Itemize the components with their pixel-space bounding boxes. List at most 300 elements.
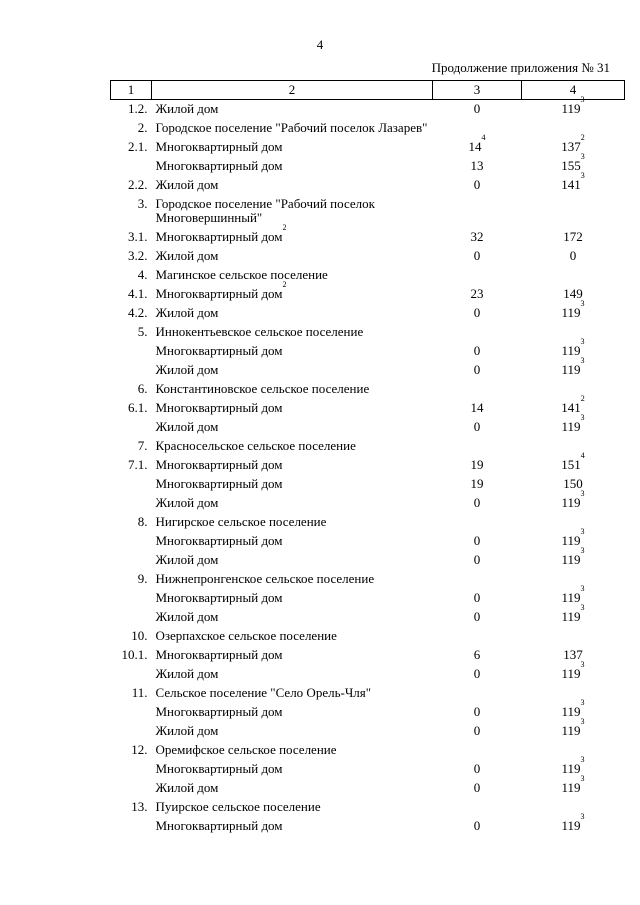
row-name-text: Городское поселение "Рабочий поселок Лазарев" bbox=[155, 120, 428, 135]
row-col3-text: 14 bbox=[468, 139, 482, 154]
row-col3-text: 0 bbox=[473, 177, 481, 192]
row-number-text: 7. bbox=[137, 438, 148, 453]
row-name-text: Жилой дом bbox=[155, 305, 219, 320]
row-name bbox=[152, 342, 433, 361]
row-number-text: 11. bbox=[131, 685, 148, 700]
row-number bbox=[111, 646, 152, 665]
row-col3 bbox=[433, 195, 522, 228]
row-name bbox=[152, 418, 433, 437]
continuation-label: Продолжение приложения № 31 bbox=[431, 60, 610, 75]
table-row bbox=[111, 285, 625, 304]
row-col4-footnote: 3 bbox=[580, 755, 585, 764]
row-col3-text: 0 bbox=[473, 780, 481, 795]
row-col4-text: 137 bbox=[561, 139, 581, 154]
row-name bbox=[152, 608, 433, 627]
row-name bbox=[152, 665, 433, 684]
row-name bbox=[152, 817, 433, 836]
row-name-text: Красносельское сельское поселение bbox=[155, 438, 356, 453]
row-number-text: 2.2. bbox=[128, 177, 148, 192]
row-col4-text: 119 bbox=[561, 666, 581, 681]
row-col4 bbox=[522, 394, 625, 418]
row-col4-footnote: 3 bbox=[580, 527, 585, 536]
row-col3-text: 0 bbox=[473, 343, 481, 358]
row-col3 bbox=[433, 456, 522, 475]
row-name bbox=[152, 280, 433, 304]
row-col4 bbox=[522, 684, 625, 703]
table-row bbox=[111, 627, 625, 646]
row-name-text: Многоквартирный дом bbox=[155, 286, 283, 301]
table-row bbox=[111, 195, 625, 228]
row-col4 bbox=[522, 717, 625, 741]
row-col3 bbox=[433, 100, 522, 120]
row-col4 bbox=[522, 755, 625, 779]
row-col4 bbox=[522, 380, 625, 399]
row-col4 bbox=[522, 570, 625, 589]
row-col3-text: 0 bbox=[473, 666, 481, 681]
row-col3-text: 0 bbox=[473, 818, 481, 833]
table-row bbox=[111, 399, 625, 418]
row-col4-text: 119 bbox=[561, 761, 581, 776]
row-col3-text: 23 bbox=[470, 286, 484, 301]
table-row bbox=[111, 247, 625, 266]
row-col3-text: 0 bbox=[473, 704, 481, 719]
row-name bbox=[152, 247, 433, 266]
row-name bbox=[152, 646, 433, 665]
row-name bbox=[152, 760, 433, 779]
row-name bbox=[152, 266, 433, 285]
row-col4-text: 119 bbox=[561, 533, 581, 548]
row-number bbox=[111, 817, 152, 836]
row-col4 bbox=[522, 546, 625, 570]
row-number bbox=[111, 266, 152, 285]
row-number bbox=[111, 418, 152, 437]
row-number bbox=[111, 157, 152, 176]
row-col4-text: 119 bbox=[561, 590, 581, 605]
row-col4-text: 119 bbox=[561, 419, 581, 434]
table-row bbox=[111, 176, 625, 195]
table-body bbox=[111, 95, 625, 837]
row-col3-footnote: 4 bbox=[481, 133, 486, 142]
row-col4 bbox=[522, 527, 625, 551]
header-col-3: 3 bbox=[433, 81, 522, 100]
row-col4-text: 150 bbox=[563, 476, 583, 491]
row-col3 bbox=[433, 418, 522, 437]
row-col4 bbox=[522, 437, 625, 456]
row-col3 bbox=[433, 589, 522, 608]
row-col4-footnote: 3 bbox=[580, 171, 585, 180]
row-col4-text: 119 bbox=[561, 818, 581, 833]
row-col4 bbox=[522, 119, 625, 138]
row-name-text: Многоквартирный дом bbox=[155, 343, 283, 358]
table-row bbox=[111, 418, 625, 437]
table-row bbox=[111, 342, 625, 361]
table-header-row bbox=[111, 81, 625, 100]
row-name bbox=[152, 779, 433, 798]
table-row bbox=[111, 361, 625, 380]
row-name bbox=[152, 684, 433, 703]
row-col3 bbox=[433, 475, 522, 494]
row-col4 bbox=[522, 698, 625, 722]
row-col3-text: 6 bbox=[473, 647, 481, 662]
row-name-text: Магинское сельское поселение bbox=[155, 267, 328, 282]
row-name-text: Многоквартирный дом bbox=[155, 476, 283, 491]
row-col3-text: 0 bbox=[473, 362, 481, 377]
row-col4-footnote: 3 bbox=[580, 299, 585, 308]
row-name bbox=[152, 100, 433, 120]
row-col3 bbox=[433, 361, 522, 380]
row-name-text: Многоквартирный дом bbox=[155, 647, 283, 662]
row-col4 bbox=[522, 337, 625, 361]
row-name-text: Иннокентьевское сельское поселение bbox=[155, 324, 364, 339]
row-name bbox=[152, 722, 433, 741]
row-col4-text: 119 bbox=[561, 305, 581, 320]
row-col4 bbox=[522, 798, 625, 817]
row-number bbox=[111, 779, 152, 798]
row-number-text: 2. bbox=[137, 120, 148, 135]
table-row bbox=[111, 532, 625, 551]
row-col3 bbox=[433, 722, 522, 741]
row-col4 bbox=[522, 489, 625, 513]
row-col4-footnote: 3 bbox=[580, 546, 585, 555]
row-name bbox=[152, 157, 433, 176]
row-col4 bbox=[522, 299, 625, 323]
row-col4 bbox=[522, 195, 625, 228]
row-col3 bbox=[433, 741, 522, 760]
row-col3-text: 19 bbox=[470, 476, 484, 491]
row-col3 bbox=[433, 532, 522, 551]
row-col4 bbox=[522, 627, 625, 646]
table-row bbox=[111, 119, 625, 138]
row-number bbox=[111, 475, 152, 494]
row-name bbox=[152, 513, 433, 532]
row-name-text: Многоквартирный дом bbox=[155, 229, 283, 244]
row-col3-text: 0 bbox=[473, 419, 481, 434]
row-col4-footnote: 3 bbox=[580, 413, 585, 422]
row-name bbox=[152, 399, 433, 418]
row-col3 bbox=[433, 779, 522, 798]
row-name-text: Озерпахское сельское поселение bbox=[155, 628, 337, 643]
row-number bbox=[111, 361, 152, 380]
row-name-text: Жилой дом bbox=[155, 101, 219, 116]
header-col-2: 2 bbox=[152, 81, 433, 100]
row-number bbox=[111, 703, 152, 722]
row-col4-text: 151 bbox=[561, 457, 581, 472]
row-col4-text: 119 bbox=[561, 101, 581, 116]
table-row bbox=[111, 304, 625, 323]
table-row bbox=[111, 722, 625, 741]
row-name-text: Многоквартирный дом bbox=[155, 704, 283, 719]
page-number: 4 bbox=[316, 37, 324, 52]
row-number-text: 8. bbox=[137, 514, 148, 529]
row-number bbox=[111, 760, 152, 779]
table-row bbox=[111, 456, 625, 475]
row-col3 bbox=[433, 646, 522, 665]
table-row bbox=[111, 798, 625, 817]
row-col3 bbox=[433, 817, 522, 836]
row-name bbox=[152, 551, 433, 570]
row-col3-text: 0 bbox=[473, 305, 481, 320]
table-row bbox=[111, 323, 625, 342]
row-col4 bbox=[522, 152, 625, 176]
row-col4-footnote: 3 bbox=[580, 660, 585, 669]
row-col4-footnote: 3 bbox=[580, 812, 585, 821]
row-name-text: Многоквартирный дом bbox=[155, 457, 283, 472]
row-number bbox=[111, 798, 152, 817]
row-col4-text: 119 bbox=[561, 362, 581, 377]
row-number-text: 1.2. bbox=[128, 101, 148, 116]
row-number bbox=[111, 608, 152, 627]
row-number bbox=[111, 247, 152, 266]
row-col4 bbox=[522, 266, 625, 285]
row-number bbox=[111, 551, 152, 570]
table-row bbox=[111, 513, 625, 532]
table-row bbox=[111, 266, 625, 285]
row-col3-text: 13 bbox=[470, 158, 484, 173]
row-col4 bbox=[522, 228, 625, 247]
row-col4 bbox=[522, 603, 625, 627]
row-col4-text: 141 bbox=[561, 400, 581, 415]
row-col4-footnote: 3 bbox=[580, 356, 585, 365]
table-row bbox=[111, 570, 625, 589]
row-number-text: 7.1. bbox=[128, 457, 148, 472]
row-col4-footnote: 3 bbox=[580, 95, 585, 104]
row-name bbox=[152, 798, 433, 817]
row-col4 bbox=[522, 774, 625, 798]
row-col4 bbox=[522, 323, 625, 342]
row-name-footnote: 2 bbox=[282, 223, 287, 232]
row-name bbox=[152, 195, 433, 228]
row-col3 bbox=[433, 608, 522, 627]
row-number-text: 4. bbox=[137, 267, 148, 282]
row-name-text: Нижнепронгенское сельское поселение bbox=[155, 571, 375, 586]
row-name-text: Оремифское сельское поселение bbox=[155, 742, 337, 757]
row-col3 bbox=[433, 437, 522, 456]
row-number-text: 6.1. bbox=[128, 400, 148, 415]
row-col3 bbox=[433, 157, 522, 176]
row-col4 bbox=[522, 513, 625, 532]
row-number-text: 10. bbox=[131, 628, 148, 643]
row-col3 bbox=[433, 399, 522, 418]
row-number bbox=[111, 380, 152, 399]
row-col4-footnote: 4 bbox=[580, 451, 585, 460]
row-col3-text: 19 bbox=[470, 457, 484, 472]
row-col3 bbox=[433, 323, 522, 342]
row-number-text: 5. bbox=[137, 324, 148, 339]
table-row bbox=[111, 646, 625, 665]
table-row bbox=[111, 779, 625, 798]
row-name-text: Жилой дом bbox=[155, 723, 219, 738]
row-col4 bbox=[522, 475, 625, 494]
row-number bbox=[111, 684, 152, 703]
header-col-4: 4 bbox=[522, 81, 625, 100]
row-number bbox=[111, 532, 152, 551]
table-row bbox=[111, 380, 625, 399]
row-name-text: Многоквартирный дом bbox=[155, 139, 283, 154]
row-col4 bbox=[522, 171, 625, 195]
row-col3-text: 0 bbox=[473, 723, 481, 738]
table-row bbox=[111, 760, 625, 779]
table-row bbox=[111, 608, 625, 627]
row-col3 bbox=[433, 228, 522, 247]
row-name-text: Многоквартирный дом bbox=[155, 158, 283, 173]
row-name bbox=[152, 304, 433, 323]
row-col3-text: 0 bbox=[473, 533, 481, 548]
row-name-text: Городское поселение "Рабочий поселок Многовершинный" bbox=[155, 196, 375, 225]
table-row bbox=[111, 589, 625, 608]
row-name bbox=[152, 323, 433, 342]
table-row bbox=[111, 494, 625, 513]
row-col4-footnote: 3 bbox=[580, 717, 585, 726]
row-col4 bbox=[522, 741, 625, 760]
row-col4 bbox=[522, 413, 625, 437]
row-name bbox=[152, 138, 433, 157]
row-name-text: Многоквартирный дом bbox=[155, 818, 283, 833]
row-col4-text: 119 bbox=[561, 780, 581, 795]
table-row bbox=[111, 741, 625, 760]
row-name bbox=[152, 494, 433, 513]
row-col3-text: 0 bbox=[473, 495, 481, 510]
row-number-text: 4.1. bbox=[128, 286, 148, 301]
row-col4-footnote: 3 bbox=[580, 603, 585, 612]
row-col4-text: 119 bbox=[561, 704, 581, 719]
row-number bbox=[111, 494, 152, 513]
row-number bbox=[111, 399, 152, 418]
row-col4 bbox=[522, 95, 625, 120]
row-col3 bbox=[433, 798, 522, 817]
row-col3 bbox=[433, 247, 522, 266]
row-col3 bbox=[433, 760, 522, 779]
row-col3-text: 32 bbox=[470, 229, 484, 244]
row-col4-footnote: 2 bbox=[580, 133, 585, 142]
row-col4-text: 119 bbox=[561, 552, 581, 567]
row-number bbox=[111, 570, 152, 589]
row-col3-text: 0 bbox=[473, 248, 481, 263]
row-col4 bbox=[522, 247, 625, 266]
row-col4-text: 155 bbox=[561, 158, 581, 173]
row-col4-text: 149 bbox=[563, 286, 583, 301]
row-name-text: Жилой дом bbox=[155, 419, 219, 434]
row-col3 bbox=[433, 703, 522, 722]
row-name-text: Жилой дом bbox=[155, 495, 219, 510]
row-number bbox=[111, 722, 152, 741]
row-name-text: Жилой дом bbox=[155, 362, 219, 377]
row-col4 bbox=[522, 451, 625, 475]
row-col4-text: 119 bbox=[561, 343, 581, 358]
row-number-text: 13. bbox=[131, 799, 148, 814]
row-name-text: Жилой дом bbox=[155, 666, 219, 681]
row-number bbox=[111, 456, 152, 475]
row-col4-text: 172 bbox=[563, 229, 583, 244]
row-number bbox=[111, 323, 152, 342]
row-name-text: Жилой дом bbox=[155, 780, 219, 795]
row-name bbox=[152, 475, 433, 494]
row-col4-footnote: 3 bbox=[580, 152, 585, 161]
row-number bbox=[111, 138, 152, 157]
row-col3 bbox=[433, 285, 522, 304]
row-name-text: Жилой дом bbox=[155, 552, 219, 567]
row-name bbox=[152, 703, 433, 722]
row-col3-text: 0 bbox=[473, 590, 481, 605]
row-name-text: Константиновское сельское поселение bbox=[155, 381, 370, 396]
table-row bbox=[111, 551, 625, 570]
row-name bbox=[152, 627, 433, 646]
row-number bbox=[111, 119, 152, 138]
row-number-text: 3.2. bbox=[128, 248, 148, 263]
row-name bbox=[152, 570, 433, 589]
table-row bbox=[111, 138, 625, 157]
row-col4-footnote: 3 bbox=[580, 337, 585, 346]
row-col4-text: 119 bbox=[561, 609, 581, 624]
row-number bbox=[111, 342, 152, 361]
row-col4-footnote: 3 bbox=[580, 584, 585, 593]
row-number bbox=[111, 513, 152, 532]
data-table bbox=[110, 80, 625, 836]
row-col3 bbox=[433, 551, 522, 570]
row-col4-footnote: 3 bbox=[580, 489, 585, 498]
row-number-text: 3. bbox=[137, 196, 148, 211]
row-number bbox=[111, 176, 152, 195]
row-name-text: Многоквартирный дом bbox=[155, 590, 283, 605]
row-col3 bbox=[433, 570, 522, 589]
row-number bbox=[111, 195, 152, 228]
row-col3 bbox=[433, 665, 522, 684]
row-name bbox=[152, 119, 433, 138]
row-col3 bbox=[433, 684, 522, 703]
row-col4-text: 119 bbox=[561, 495, 581, 510]
row-col3 bbox=[433, 380, 522, 399]
row-col3 bbox=[433, 342, 522, 361]
table-row bbox=[111, 228, 625, 247]
row-name-text: Жилой дом bbox=[155, 248, 219, 263]
row-name bbox=[152, 223, 433, 247]
row-name-text: Многоквартирный дом bbox=[155, 400, 283, 415]
row-col4-footnote: 3 bbox=[580, 774, 585, 783]
row-name bbox=[152, 176, 433, 195]
row-number bbox=[111, 437, 152, 456]
row-col4 bbox=[522, 285, 625, 304]
row-number bbox=[111, 627, 152, 646]
row-col3-text: 0 bbox=[473, 761, 481, 776]
row-col3 bbox=[433, 133, 522, 157]
row-name-text: Жилой дом bbox=[155, 609, 219, 624]
row-col4-footnote: 2 bbox=[580, 394, 585, 403]
row-name bbox=[152, 437, 433, 456]
row-number bbox=[111, 304, 152, 323]
row-name-text: Нигирское сельское поселение bbox=[155, 514, 327, 529]
row-number-text: 10.1. bbox=[121, 647, 148, 662]
row-number-text: 6. bbox=[137, 381, 148, 396]
row-name-text: Многоквартирный дом bbox=[155, 761, 283, 776]
row-number-text: 12. bbox=[131, 742, 148, 757]
row-col4-footnote: 3 bbox=[580, 698, 585, 707]
row-col4 bbox=[522, 584, 625, 608]
row-name-text: Многоквартирный дом bbox=[155, 533, 283, 548]
row-name bbox=[152, 456, 433, 475]
row-col3-text: 0 bbox=[473, 609, 481, 624]
row-col3 bbox=[433, 176, 522, 195]
row-number bbox=[111, 100, 152, 120]
row-number bbox=[111, 741, 152, 760]
row-name-text: Жилой дом bbox=[155, 177, 219, 192]
row-col4-text: 137 bbox=[563, 647, 583, 662]
row-name bbox=[152, 380, 433, 399]
row-col4 bbox=[522, 812, 625, 836]
row-col4-text: 0 bbox=[569, 248, 577, 263]
row-col4 bbox=[522, 356, 625, 380]
row-col3 bbox=[433, 304, 522, 323]
row-col3 bbox=[433, 513, 522, 532]
row-name-text: Сельское поселение "Село Орель-Чля" bbox=[155, 685, 372, 700]
